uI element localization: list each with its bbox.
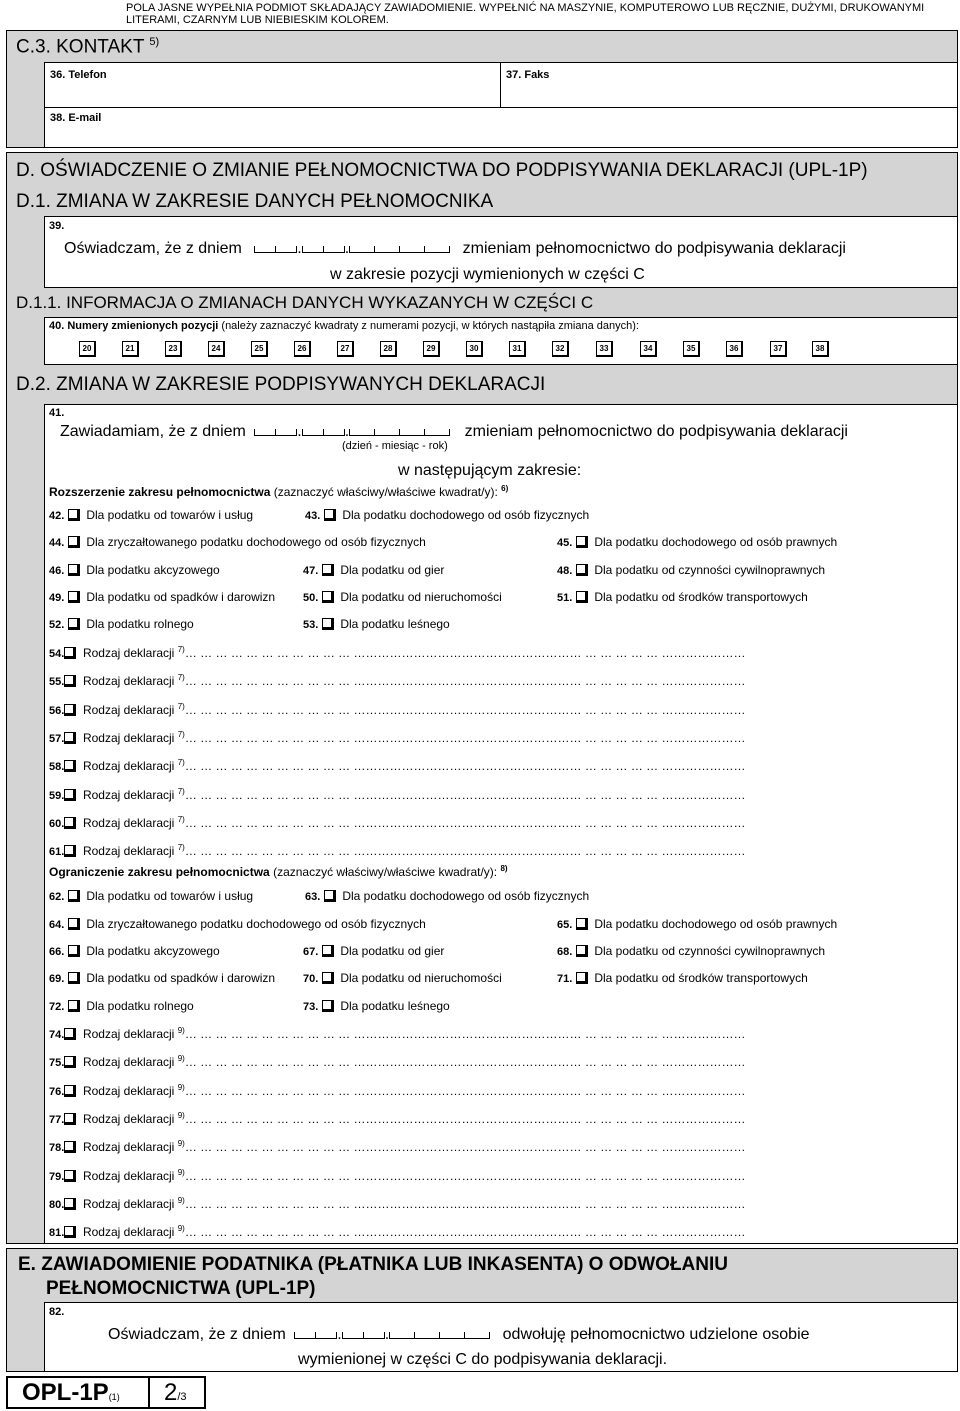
checkbox-icon[interactable] xyxy=(64,647,76,659)
checkbox-icon[interactable] xyxy=(64,1170,76,1182)
field-82-number: 82. xyxy=(49,1306,65,1318)
checkbox-icon[interactable] xyxy=(64,760,76,772)
checkbox-icon[interactable] xyxy=(68,890,80,902)
option-pcc[interactable]: 68. Dla podatku od czynności cywilnoprawnych xyxy=(557,944,826,958)
declaration-type-row[interactable]: 76. Rodzaj deklaracji $^{9)}$… … … … … … … … … … … ………………………………………………… … … … … … ………………… xyxy=(49,1082,746,1098)
position-checkbox[interactable]: 25 xyxy=(251,341,268,357)
position-checkbox[interactable]: 31 xyxy=(509,341,526,357)
option-pit[interactable]: 43. Dla podatku dochodowego od osób fizycznych xyxy=(305,508,590,522)
section-d11-title: D.1.1. INFORMACJA O ZMIANACH DANYCH WYKAZANYCH W CZĘŚCI C xyxy=(16,293,594,312)
checkbox-icon[interactable] xyxy=(576,972,588,984)
checkbox-icon[interactable] xyxy=(322,591,334,603)
footer-form-name: OPL-1P(1) xyxy=(22,1379,120,1406)
option-spadki[interactable]: 49. Dla podatku od spadków i darowizn xyxy=(49,590,276,604)
position-checkbox[interactable]: 26 xyxy=(294,341,311,357)
checkbox-icon[interactable] xyxy=(68,536,80,548)
position-checkbox[interactable]: 38 xyxy=(812,341,829,357)
email-field[interactable] xyxy=(44,107,958,148)
restriction-label: Ograniczenie zakresu pełnomocnictwa (zaznaczyć właściwy/właściwe kwadrat/y): $^{8)}$ xyxy=(49,864,508,879)
date-format-hint: (dzień - miesiąc - rok) xyxy=(342,440,448,452)
declaration-type-row[interactable]: 80. Rodzaj deklaracji $^{9)}$… … … … … … … … … … … ………………………………………………… … … … … … ………………… xyxy=(49,1195,746,1211)
checkbox-icon[interactable] xyxy=(64,732,76,744)
checkbox-icon[interactable] xyxy=(64,1085,76,1097)
option-pcc[interactable]: 48. Dla podatku od czynności cywilnoprawnych xyxy=(557,563,826,577)
position-checkbox[interactable]: 23 xyxy=(165,341,182,357)
position-checkbox[interactable]: 20 xyxy=(79,341,96,357)
position-checkbox[interactable]: 37 xyxy=(770,341,787,357)
checkbox-icon[interactable] xyxy=(68,564,80,576)
declaration-type-row[interactable]: 60. Rodzaj deklaracji $^{7)}$… … … … … … … … … … … ………………………………………………… … … … … … ………………… xyxy=(49,814,746,830)
position-checkbox[interactable]: 21 xyxy=(122,341,139,357)
declaration-type-row[interactable]: 54. Rodzaj deklaracji $^{7)}$… … … … … … … … … … … ………………………………………………… … … … … … ………………… xyxy=(49,645,746,660)
checkbox-icon[interactable] xyxy=(68,972,80,984)
checkbox-icon[interactable] xyxy=(64,704,76,716)
checkbox-icon[interactable] xyxy=(68,618,80,630)
checkbox-icon[interactable] xyxy=(64,1113,76,1125)
field-39-line2: w zakresie pozycji wymienionych w części C xyxy=(330,266,645,283)
position-checkbox[interactable]: 27 xyxy=(337,341,354,357)
option-transport[interactable]: 71. Dla podatku od środków transportowych xyxy=(557,971,808,985)
fax-field[interactable] xyxy=(500,62,958,108)
declaration-type-row[interactable]: 58. Rodzaj deklaracji $^{7)}$… … … … … … … … … … … ………………………………………………… … … … … … ………………… xyxy=(49,758,746,774)
checkbox-icon[interactable] xyxy=(64,1028,76,1040)
checkbox-icon[interactable] xyxy=(576,918,588,930)
section-d1-title: D.1. ZMIANA W ZAKRESIE DANYCH PEŁNOMOCNIKA xyxy=(16,191,494,212)
checkbox-icon[interactable] xyxy=(68,591,80,603)
declaration-type-row[interactable]: 57. Rodzaj deklaracji $^{7)}$… … … … … … … … … … … ………………………………………………… … … … … … ………………… xyxy=(49,729,746,745)
extension-label: Rozszerzenie zakresu pełnomocnictwa (zaznaczyć właściwy/właściwe kwadrat/y): $^{6)}$ xyxy=(49,484,509,499)
section-d-title: D. OŚWIADCZENIE O ZMIANIE PEŁNOMOCNICTWA DO PODPISYWANIA DEKLARACJI (UPL-1P) xyxy=(16,160,868,181)
declaration-type-row[interactable]: 74. Rodzaj deklaracji $^{9)}$… … … … … … … … … … … ………………………………………………… … … … … … ………………… xyxy=(49,1026,746,1041)
section-d2-title: D.2. ZMIANA W ZAKRESIE PODPISYWANYCH DEKLARACJI xyxy=(16,374,546,395)
checkbox-icon[interactable] xyxy=(322,972,334,984)
checkbox-icon[interactable] xyxy=(64,1226,76,1238)
declaration-type-row[interactable]: 61. Rodzaj deklaracji $^{7)}$… … … … … … … … … … … ………………………………………………… … … … … … ………………… xyxy=(49,843,746,859)
option-akcyza[interactable]: 46. Dla podatku akcyzowego xyxy=(49,563,220,577)
option-lesny[interactable]: 73. Dla podatku leśnego xyxy=(303,999,450,1013)
checkbox-icon[interactable] xyxy=(64,1198,76,1210)
option-spadki[interactable]: 69. Dla podatku od spadków i darowizn xyxy=(49,971,276,985)
declaration-type-row[interactable]: 77. Rodzaj deklaracji $^{9)}$… … … … … … … … … … … ………………………………………………… … … … … … ………………… xyxy=(49,1110,746,1126)
checkbox-icon[interactable] xyxy=(322,945,334,957)
field-82-line1: Oświadczam, że z dniem . . odwołuję pełnomocnictwo udzielone osobie xyxy=(108,1326,810,1343)
checkbox-icon[interactable] xyxy=(68,918,80,930)
checkbox-icon[interactable] xyxy=(64,1056,76,1068)
declaration-type-row[interactable]: 79. Rodzaj deklaracji $^{9)}$… … … … … … … … … … … ………………………………………………… … … … … … ………………… xyxy=(49,1167,746,1183)
checkbox-icon[interactable] xyxy=(68,509,80,521)
field-41-line2: w następującym zakresie: xyxy=(398,462,582,479)
option-cit[interactable]: 65. Dla podatku dochodowego od osób prawnych xyxy=(557,917,838,931)
checkbox-icon[interactable] xyxy=(324,890,336,902)
declaration-type-row[interactable]: 56. Rodzaj deklaracji $^{7)}$… … … … … … … … … … … ………………………………………………… … … … … … ………………… xyxy=(49,701,746,717)
checkbox-icon[interactable] xyxy=(324,509,336,521)
position-checkbox[interactable]: 29 xyxy=(423,341,440,357)
declaration-type-row[interactable]: 78. Rodzaj deklaracji $^{9)}$… … … … … … … … … … … ………………………………………………… … … … … … ………………… xyxy=(49,1139,746,1155)
option-rolny[interactable]: 72. Dla podatku rolnego xyxy=(49,999,194,1013)
option-gry[interactable]: 47. Dla podatku od gier xyxy=(303,563,445,577)
option-gry[interactable]: 67. Dla podatku od gier xyxy=(303,944,445,958)
field-41-number: 41. xyxy=(49,407,65,419)
field-41-line1[interactable]: Zawiadamiam, że z dniem . . zmieniam pełnomocnictwo do podpisywania deklaracji xyxy=(60,423,848,440)
option-ryczalt[interactable]: 64. Dla zryczałtowanego podatku dochodowego od osób fizycznych xyxy=(49,917,426,931)
checkbox-icon[interactable] xyxy=(64,845,76,857)
option-rolny[interactable]: 52. Dla podatku rolnego xyxy=(49,617,194,631)
checkbox-icon[interactable] xyxy=(576,564,588,576)
phone-field[interactable] xyxy=(44,62,501,108)
checkbox-icon[interactable] xyxy=(64,675,76,687)
checkbox-icon[interactable] xyxy=(64,789,76,801)
field-39-line1: Oświadczam, że z dniem . . zmieniam pełnomocnictwo do podpisywania deklaracji xyxy=(64,240,846,257)
option-transport[interactable]: 51. Dla podatku od środków transportowych xyxy=(557,590,808,604)
position-checkbox[interactable]: 36 xyxy=(726,341,743,357)
email-label: 38. E-mail xyxy=(50,112,102,124)
position-checkbox[interactable]: 32 xyxy=(552,341,569,357)
position-checkbox[interactable]: 30 xyxy=(466,341,483,357)
checkbox-icon[interactable] xyxy=(64,817,76,829)
option-cit[interactable]: 45. Dla podatku dochodowego od osób prawnych xyxy=(557,535,838,549)
checkbox-icon[interactable] xyxy=(322,1000,334,1012)
declaration-type-row[interactable]: 81. Rodzaj deklaracji $^{9)}$… … … … … … … … … … … ………………………………………………… … … … … … ………………… xyxy=(49,1224,746,1240)
option-pit[interactable]: 63. Dla podatku dochodowego od osób fizycznych xyxy=(305,889,590,903)
position-checkbox[interactable]: 35 xyxy=(683,341,700,357)
header-note: POLA JASNE WYPEŁNIA PODMIOT SKŁADAJĄCY ZAWIADOMIENIE. WYPEŁNIĆ NA MASZYNIE, KOMPUTEROWO LUB RĘCZNIE, DUŻYMI, DRUKOWANYMI LITERAMI, CZARNYM LUB NIEBIESKIM KOLOREM. xyxy=(126,2,925,26)
field-40-label: 40. Numery zmienionych pozycji (należy zaznaczyć kwadraty z numerami pozycji, w których nastąpiła zmiana danych): xyxy=(49,320,639,332)
field-39-number: 39. xyxy=(49,220,65,232)
option-ryczalt[interactable]: 44. Dla zryczałtowanego podatku dochodowego od osób fizycznych xyxy=(49,535,426,549)
position-checkbox[interactable]: 33 xyxy=(596,341,613,357)
checkbox-icon[interactable] xyxy=(322,564,334,576)
section-e-title: E. ZAWIADOMIENIE PODATNIKA (PŁATNIKA LUB INKASENTA) O ODWOŁANIU PEŁNOMOCNICTWA (UPL-1P) xyxy=(18,1254,728,1299)
position-checkbox[interactable]: 34 xyxy=(640,341,657,357)
declaration-type-row[interactable]: 75. Rodzaj deklaracji $^{9)}$… … … … … … … … … … … ………………………………………………… … … … … … ………………… xyxy=(49,1054,746,1070)
option-akcyza[interactable]: 66. Dla podatku akcyzowego xyxy=(49,944,220,958)
checkbox-icon[interactable] xyxy=(322,618,334,630)
checkbox-icon[interactable] xyxy=(68,1000,80,1012)
checkbox-icon[interactable] xyxy=(576,945,588,957)
declaration-type-row[interactable]: 59. Rodzaj deklaracji $^{7)}$… … … … … … … … … … … ………………………………………………… … … … … … ………………… xyxy=(49,786,746,802)
footer-divider xyxy=(148,1376,150,1409)
section-c3-title: C.3. KONTAKT $^{5)}$ xyxy=(16,36,160,58)
option-vat[interactable]: 62. Dla podatku od towarów i usług xyxy=(49,889,254,903)
footer-page-number: 2/3 xyxy=(164,1379,187,1406)
option-nieruch[interactable]: 70. Dla podatku od nieruchomości xyxy=(303,971,502,985)
field-82-line2: wymienionej w części C do podpisywania deklaracji. xyxy=(298,1351,668,1368)
checkbox-icon[interactable] xyxy=(576,536,588,548)
option-lesny[interactable]: 53. Dla podatku leśnego xyxy=(303,617,450,631)
position-checkbox[interactable]: 28 xyxy=(380,341,397,357)
fax-label: 37. Faks xyxy=(506,69,550,81)
checkbox-icon[interactable] xyxy=(576,591,588,603)
checkbox-icon[interactable] xyxy=(68,945,80,957)
phone-label: 36. Telefon xyxy=(50,69,107,81)
option-nieruch[interactable]: 50. Dla podatku od nieruchomości xyxy=(303,590,502,604)
declaration-type-row[interactable]: 55. Rodzaj deklaracji $^{7)}$… … … … … … … … … … … ………………………………………………… … … … … … ………………… xyxy=(49,673,746,689)
position-checkbox[interactable]: 24 xyxy=(208,341,225,357)
option-vat[interactable]: 42. Dla podatku od towarów i usług xyxy=(49,508,254,522)
checkbox-icon[interactable] xyxy=(64,1141,76,1153)
